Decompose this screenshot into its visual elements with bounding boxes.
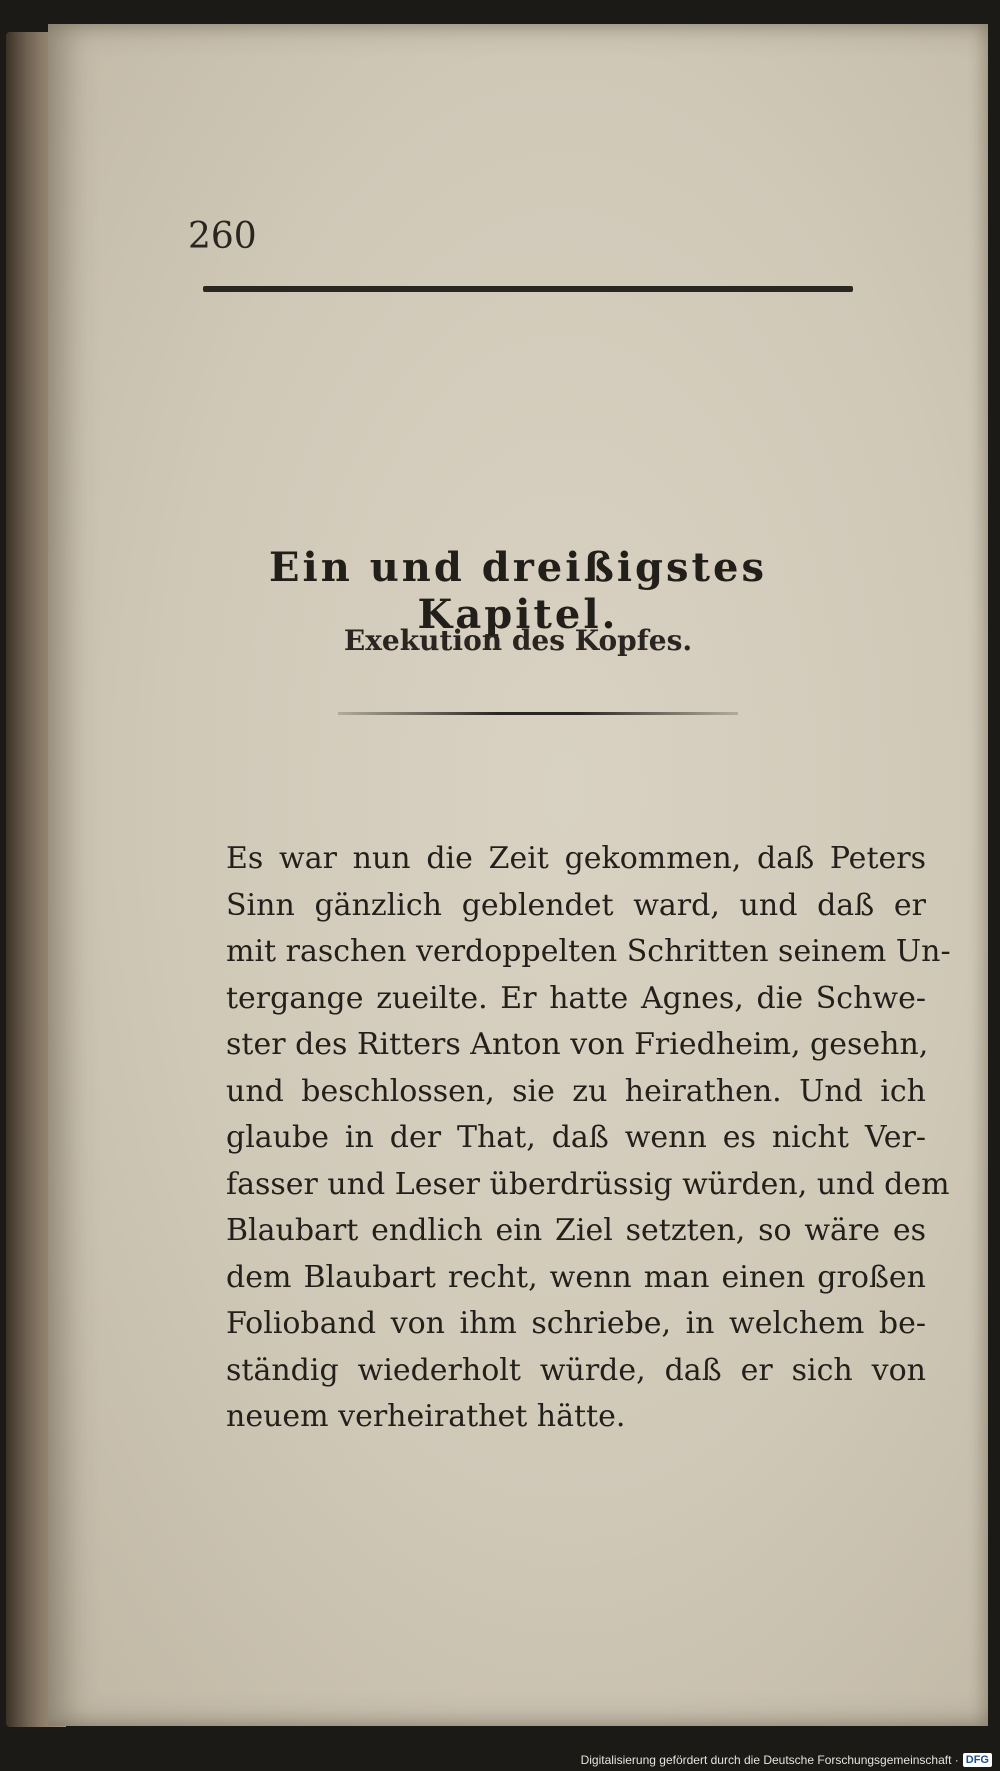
text-line: mit raschen verdoppelten Schritten seinem Un- bbox=[226, 934, 951, 969]
text-line: ständig wiederholt würde, daß er sich von bbox=[226, 1352, 926, 1388]
text-line: und beschlossen, sie zu heirathen. Und ich bbox=[226, 1073, 926, 1109]
text-line: fasser und Leser überdrüssig würden, und dem bbox=[226, 1166, 950, 1202]
text-line: Sinn gänzlich geblendet ward, und daß er bbox=[226, 887, 926, 923]
header-rule bbox=[203, 286, 853, 292]
text-line: Folioband von ihm schriebe, in welchem be- bbox=[226, 1306, 926, 1341]
text-line: ster des Ritters Anton von Friedheim, gesehn, bbox=[226, 1027, 929, 1062]
digitization-footer bbox=[581, 1753, 992, 1767]
text-line: glaube in der That, daß wenn es nicht Ver- bbox=[226, 1120, 926, 1155]
ornamental-rule bbox=[338, 712, 738, 715]
chapter-title: Ein und dreißigstes Kapitel. bbox=[269, 544, 767, 638]
body-paragraph bbox=[226, 836, 951, 1441]
footer-credit-text: Digitalisierung gefördert durch die Deutsche Forschungsgemeinschaft · bbox=[580, 1753, 959, 1767]
text-line: neuem verheirathet hätte. bbox=[226, 1399, 626, 1434]
dfg-logo: DFG bbox=[963, 1753, 992, 1767]
text-line: dem Blaubart recht, wenn man einen großen bbox=[226, 1259, 926, 1295]
text-line: Es war nun die Zeit gekommen, daß Peters bbox=[226, 841, 926, 876]
text-line: Blaubart endlich ein Ziel setzten, so wäre es bbox=[226, 1213, 926, 1248]
chapter-subtitle: Exekution des Kopfes. bbox=[343, 624, 693, 657]
book-page bbox=[48, 24, 988, 1726]
page-number: 260 bbox=[188, 216, 257, 257]
text-line: tergange zueilte. Er hatte Agnes, die Schwe- bbox=[226, 980, 926, 1016]
